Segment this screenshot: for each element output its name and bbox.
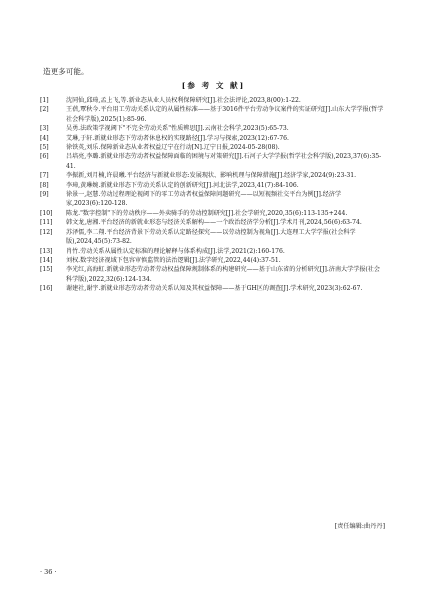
reference-number: [1] bbox=[40, 97, 49, 104]
reference-text: 苏泽儒,李二翔.平台经济背景下劳动关系认定路径探究——以劳动控制为视角[J].大连理工大学学报(社会科学版),2024,45(5):73-82. bbox=[66, 228, 356, 246]
page-number: · 36 · bbox=[40, 568, 57, 576]
reference-number: [14] bbox=[40, 256, 53, 264]
references-list bbox=[40, 96, 385, 294]
reference-text: 李璋,黄琳婉.新就业形态下劳动关系认定的创新研究[J].河北法学,2023,41(7):84-106. bbox=[66, 181, 299, 189]
reference-text: 徐铁英,刘乐.保障新业态从业者权益辽宁在行动[N].辽宁日报,2024-05-28(08). bbox=[66, 144, 280, 152]
intro-text: 造更多可能。 bbox=[43, 67, 89, 76]
reference-item bbox=[40, 143, 385, 152]
reference-text: 韩文龙,唐湘.平台经济的新就业形态与经济关系解构——一个政治经济学分析[J].学术月刊,2024,56(6):63-74. bbox=[66, 219, 362, 227]
reference-text: 吕培亮,李璐.新就业形态劳动者权益保障面临的困境与对策研究[J].石河子大学学报(哲学社会科学版),2023,37(6):35-41. bbox=[66, 153, 382, 170]
reference-number: [2] bbox=[40, 106, 49, 114]
reference-text: 刘权.数字经济视域下包容审慎监管的法治逻辑[J].法学研究,2022,44(4):37-51. bbox=[66, 256, 281, 264]
reference-item bbox=[40, 134, 385, 143]
reference-item bbox=[40, 265, 385, 284]
reference-item bbox=[40, 171, 385, 180]
reference-number: [9] bbox=[40, 191, 49, 199]
responsible-editor: [责任编辑:曲丹丹] bbox=[334, 523, 385, 530]
reference-number: [8] bbox=[40, 181, 49, 189]
reference-item bbox=[40, 256, 385, 265]
reference-number: [3] bbox=[40, 125, 49, 133]
reference-text: 谢建社,谢宇.新就业形态劳动者劳动关系认知及其权益保障——基于GH区的调查[J].学术研究,2023(3):62-67. bbox=[66, 285, 363, 293]
reference-text: 吴勇.法政策学视阈下"不完全劳动关系"性质辨思[J].云南社会科学,2023(5):65-73. bbox=[66, 125, 289, 133]
reference-item bbox=[40, 218, 385, 227]
reference-number: [13] bbox=[40, 247, 53, 255]
reference-number: [7] bbox=[40, 172, 49, 180]
reference-number: [16] bbox=[40, 285, 53, 293]
reference-item bbox=[40, 284, 385, 293]
reference-text: 李振新,刘月楠,许晨曦.平台经济与新就业形态:发展现状、影响机理与保障措施[J].经济学家,2024(9):23-31. bbox=[66, 172, 357, 180]
reference-text: 徐景一,赵慧.劳动过程理论视阈下的零工劳动者权益保障问题研究——以短视频社交平台为例[J].经济学家,2023(6):120-128. bbox=[66, 191, 342, 208]
reference-text: 艾琳,于轩.新就业形态下劳动者休息权的实现路径[J].学习与探索,2023(12):67-76. bbox=[66, 134, 289, 142]
reference-text: 李光红,高海虹.新就业形态劳动者劳动权益保障规制体系的构建研究——基于山东省的分析研究[J].济南大学学报(社会科学版),2022,32(6):124-134. bbox=[66, 266, 380, 283]
reference-text: 王蓓,覃秋今.平台用工劳动关系认定的从属性标准——基于3016件平台劳动争议案件的实证研究[J].山东大学学报(哲学社会科学版),2025(1):85-96. bbox=[66, 106, 384, 123]
reference-number: [5] bbox=[40, 144, 49, 152]
reference-number: [6] bbox=[40, 153, 49, 161]
reference-item bbox=[40, 228, 385, 247]
reference-number: [11] bbox=[40, 219, 53, 227]
reference-number: [4] bbox=[40, 134, 49, 142]
reference-item bbox=[40, 124, 385, 133]
reference-text: 沈同仙,邱琦,孟上飞,等.新业态从业人员权利保障研究[J].社会法评论,2023,8(00):1-22. bbox=[66, 97, 301, 104]
reference-item bbox=[40, 190, 385, 209]
reference-item bbox=[40, 181, 385, 190]
reference-number: [15] bbox=[40, 266, 53, 274]
reference-item bbox=[40, 209, 385, 218]
references-heading: [参 考 文 献] bbox=[181, 81, 246, 90]
reference-item bbox=[40, 247, 385, 256]
reference-number: [12] bbox=[40, 228, 53, 236]
reference-item bbox=[40, 96, 385, 105]
reference-item bbox=[40, 152, 385, 171]
reference-item bbox=[40, 105, 385, 124]
reference-text: 肖竹.劳动关系从属性认定标准的理论解释与体系构成[J].法学,2021(2):160-176. bbox=[66, 247, 285, 255]
reference-text: 陈龙."数字控制"下的劳动秩序——外卖骑手的劳动控制研究[J].社会学研究,2020,35(6):113-135+244. bbox=[66, 209, 348, 217]
reference-number: [10] bbox=[40, 209, 53, 217]
